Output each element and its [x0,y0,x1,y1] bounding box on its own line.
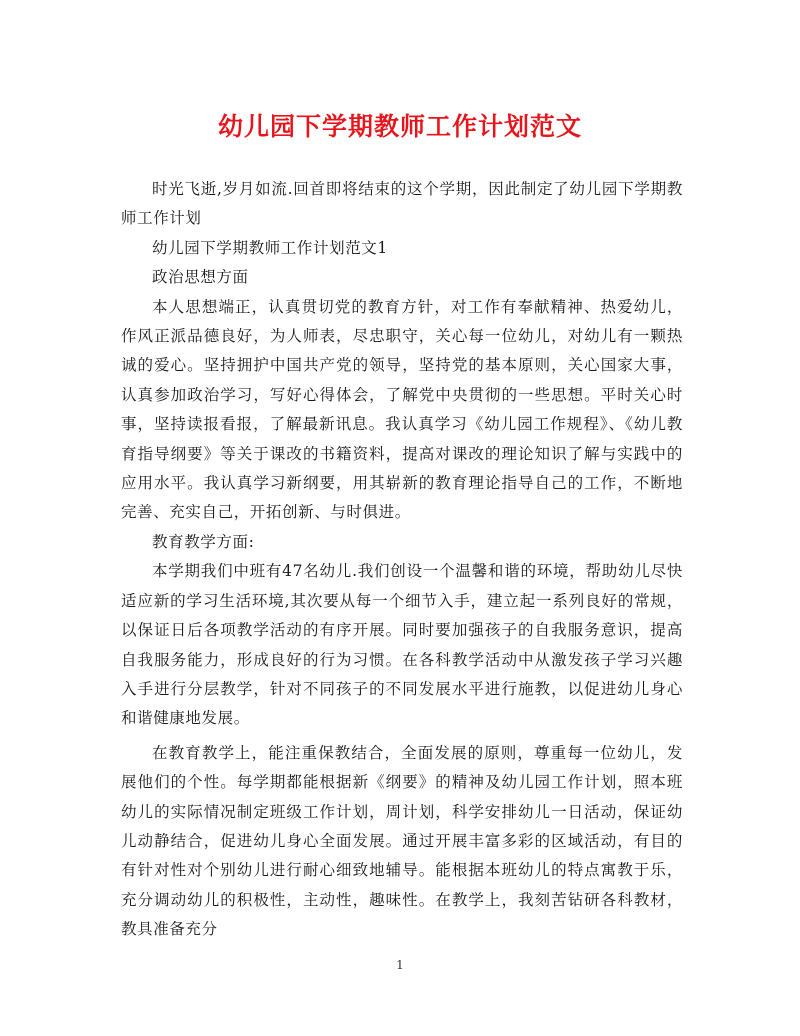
document-body [121,175,683,945]
intro-paragraph: 时光飞逝,岁月如流.回首即将结束的这个学期，因此制定了幼儿园下学期教师工作计划 [121,180,683,228]
political-paragraph: 本人思想端正，认真贯切党的教育方针，对工作有奉献精神、热爱幼儿，作风正派品德良好，为人师表，尽忠职守，关心每一位幼儿，对幼儿有一颗热诚的爱心。坚持拥护中国共产党的领导，坚持党的基本原则，关心国家大事，认真参加政治学习，写好心得体会，了解党中央贯彻的一些思想。平时关心时事，坚持读报看报，了解最新讯息。我认真学习《幼儿园工作规程》、《幼儿教育指导纲要》等关于课改的书籍资料，提高对课改的理论知识了解与实践中的应用水平。我认真学习新纲要，用其崭新的教育理论指导自己的工作，不断地完善、充实自己，开拓创新、与时俱进。 [121,297,683,522]
page-number: 1 [396,958,404,972]
section-heading-plan-1: 幼儿园下学期教师工作计划范文1 [152,238,388,257]
document-title: 幼儿园下学期教师工作计划范文 [217,112,582,141]
teaching-paragraph-2: 在教育教学上，能注重保教结合，全面发展的原则，尊重每一位幼儿，发展他们的个性。每学期都能根据新《纲要》的精神及幼儿园工作计划，照本班幼儿的实际情况制定班级工作计划，周计划，科学安排幼儿一日活动，保证幼儿动静结合，促进幼儿身心全面发展。通过开展丰富多彩的区域活动，有目的有针对性对个别幼儿进行耐心细致地辅导。能根据本班幼儿的特点寓教于乐，充分调动幼儿的积极性，主动性，趣味性。在教学上，我刻苦钻研各科教材，教具准备充分 [121,743,683,939]
section-heading-teaching: 教育教学方面: [152,532,255,551]
section-heading-political: 政治思想方面 [152,268,249,287]
teaching-paragraph-1: 本学期我们中班有47名幼儿.我们创设一个温馨和谐的环境，帮助幼儿尽快适应新的学习生活环境,其次要从每一个细节入手，建立起一系列良好的常规，以保证日后各项教学活动的有序开展。同时要加强孩子的自我服务意识，提高自我服务能力，形成良好的行为习惯。在各科教学活动中从激发孩子学习兴趣入手进行分层教学，针对不同孩子的不同发展水平进行施教，以促进幼儿身心和谐健康地发展。 [121,562,683,728]
